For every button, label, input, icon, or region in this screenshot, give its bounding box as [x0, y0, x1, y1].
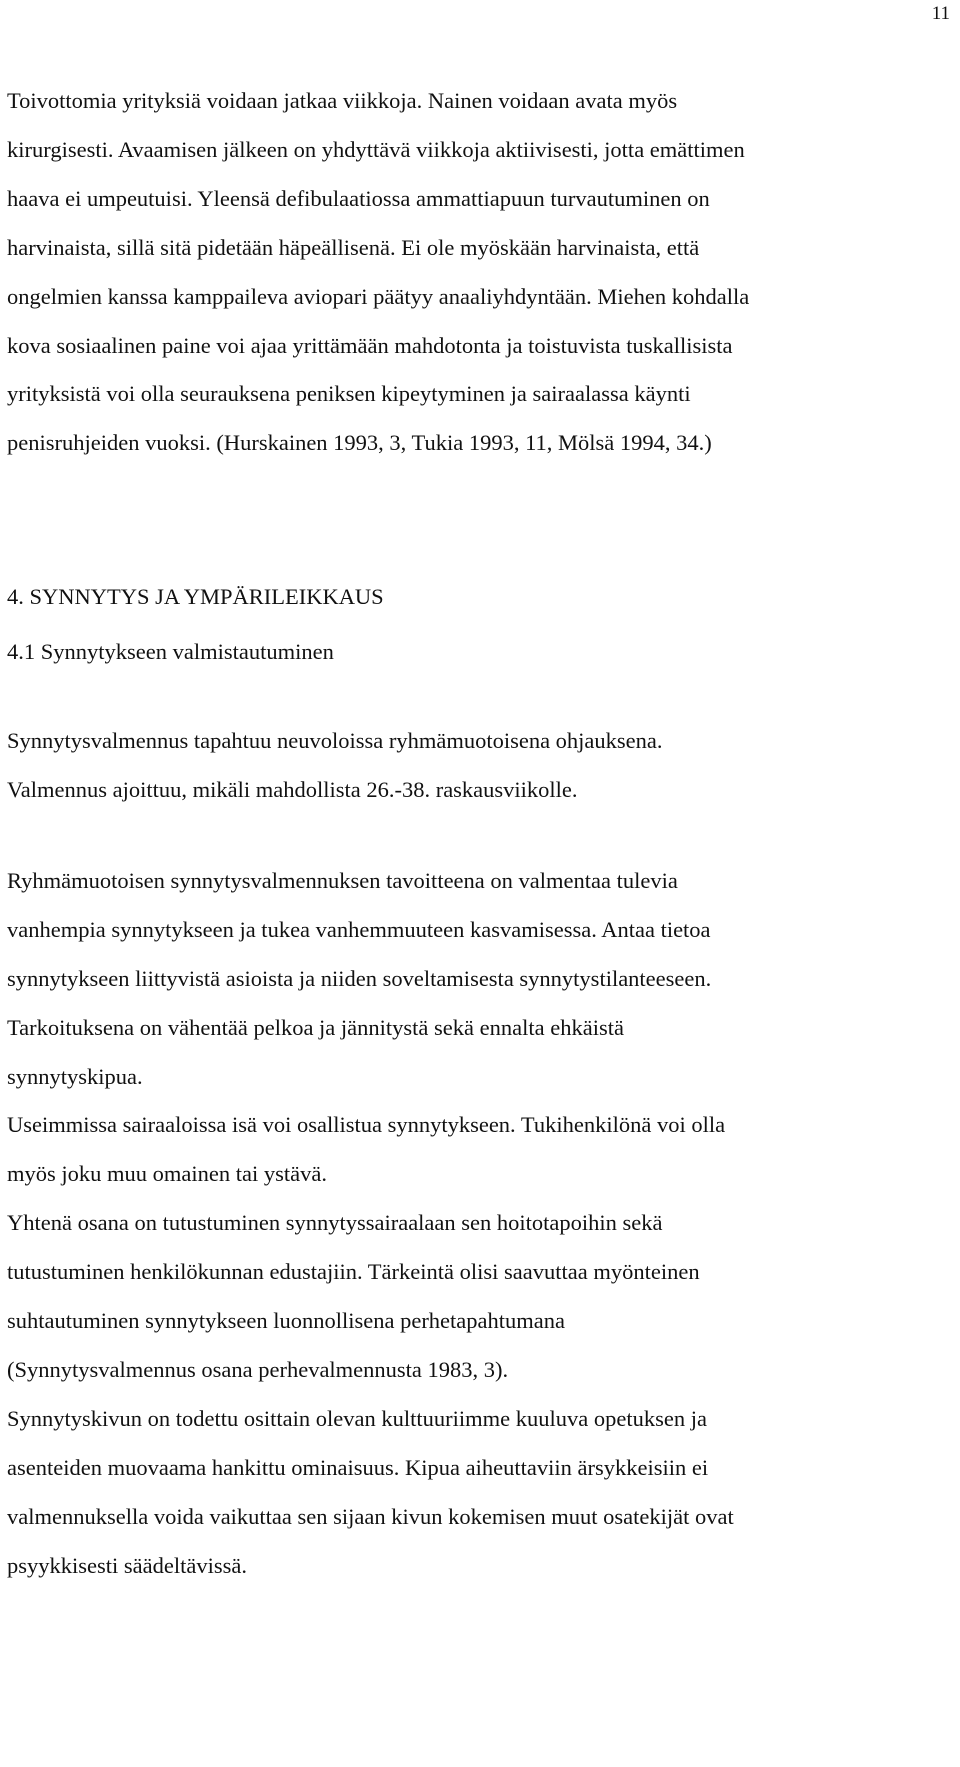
text-line: synnytyskipua. [7, 1063, 143, 1089]
text-line: kirurgisesti. Avaamisen jälkeen on yhdyttävä viikkoja aktiivisesti, jotta emättimen [7, 136, 745, 162]
paragraph-coaching-goals [7, 857, 952, 1102]
text-line: vanhempia synnytykseen ja tukea vanhemmuuteen kasvamisessa. Antaa tietoa [7, 916, 711, 942]
paragraph-support-person [7, 1101, 952, 1199]
text-line: Yhtenä osana on tutustuminen synnytyssairaalaan sen hoitotapoihin sekä [7, 1210, 663, 1236]
text-line: yrityksistä voi olla seurauksena peniksen kipeytyminen ja sairaalassa käynti [7, 381, 691, 407]
paragraph-hospital-tour [7, 1199, 952, 1395]
page-number: 11 [931, 3, 950, 24]
paragraph-childbirth-coaching [7, 717, 952, 815]
text-line: tutustuminen henkilökunnan edustajiin. Tärkeintä olisi saavuttaa myönteinen [7, 1259, 700, 1285]
subsection-heading: 4.1 Synnytykseen valmistautuminen [7, 639, 334, 665]
text-line: Ryhmämuotoisen synnytysvalmennuksen tavoitteena on valmentaa tulevia [7, 867, 678, 893]
text-line: Synnytysvalmennus tapahtuu neuvoloissa ryhmämuotoisena ohjauksena. [7, 728, 663, 754]
text-line: Tarkoituksena on vähentää pelkoa ja jännitystä sekä ennalta ehkäistä [7, 1014, 624, 1040]
text-line: harvinaista, sillä sitä pidetään häpeällisenä. Ei ole myöskään harvinaista, että [7, 234, 700, 260]
text-line: synnytykseen liittyvistä asioista ja niiden soveltamisesta synnytystilanteeseen. [7, 965, 712, 991]
text-line: suhtautuminen synnytykseen luonnollisena perhetapahtumana [7, 1308, 565, 1334]
text-line: myös joku muu omainen tai ystävä. [7, 1161, 327, 1187]
paragraph-labor-pain [7, 1395, 952, 1591]
text-line: penisruhjeiden vuoksi. (Hurskainen 1993, 3, Tukia 1993, 11, Mölsä 1994, 34.) [7, 430, 712, 456]
text-line: asenteiden muovaama hankittu ominaisuus. Kipua aiheuttaviin ärsykkeisiin ei [7, 1454, 709, 1480]
text-line: psyykkisesti säädeltävissä. [7, 1552, 247, 1578]
section-heading: 4. SYNNYTYS JA YMPÄRILEIKKAUS [7, 584, 384, 610]
text-line: kova sosiaalinen paine voi ajaa yrittämään mahdotonta ja toistuvista tuskallisista [7, 332, 733, 358]
text-line: valmennuksella voida vaikuttaa sen sijaan kivun kokemisen muut osatekijät ovat [7, 1503, 734, 1529]
page-content [7, 77, 952, 1636]
text-line: Synnytyskivun on todettu osittain olevan kulttuuriimme kuuluva opetuksen ja [7, 1405, 707, 1431]
text-line: (Synnytysvalmennus osana perhevalmennusta 1983, 3). [7, 1356, 509, 1382]
text-line: Valmennus ajoittuu, mikäli mahdollista 26.-38. raskausviikolle. [7, 776, 578, 802]
text-line: Useimmissa sairaaloissa isä voi osallistua synnytykseen. Tukihenkilönä voi olla [7, 1112, 726, 1138]
text-line: haava ei umpeutuisi. Yleensä defibulaatiossa ammattiapuun turvautuminen on [7, 185, 710, 211]
text-line: Toivottomia yrityksiä voidaan jatkaa viikkoja. Nainen voidaan avata myös [7, 88, 678, 113]
text-line: ongelmien kanssa kamppaileva aviopari päätyy anaaliyhdyntään. Miehen kohdalla [7, 283, 750, 309]
paragraph-defibulation [7, 77, 952, 468]
